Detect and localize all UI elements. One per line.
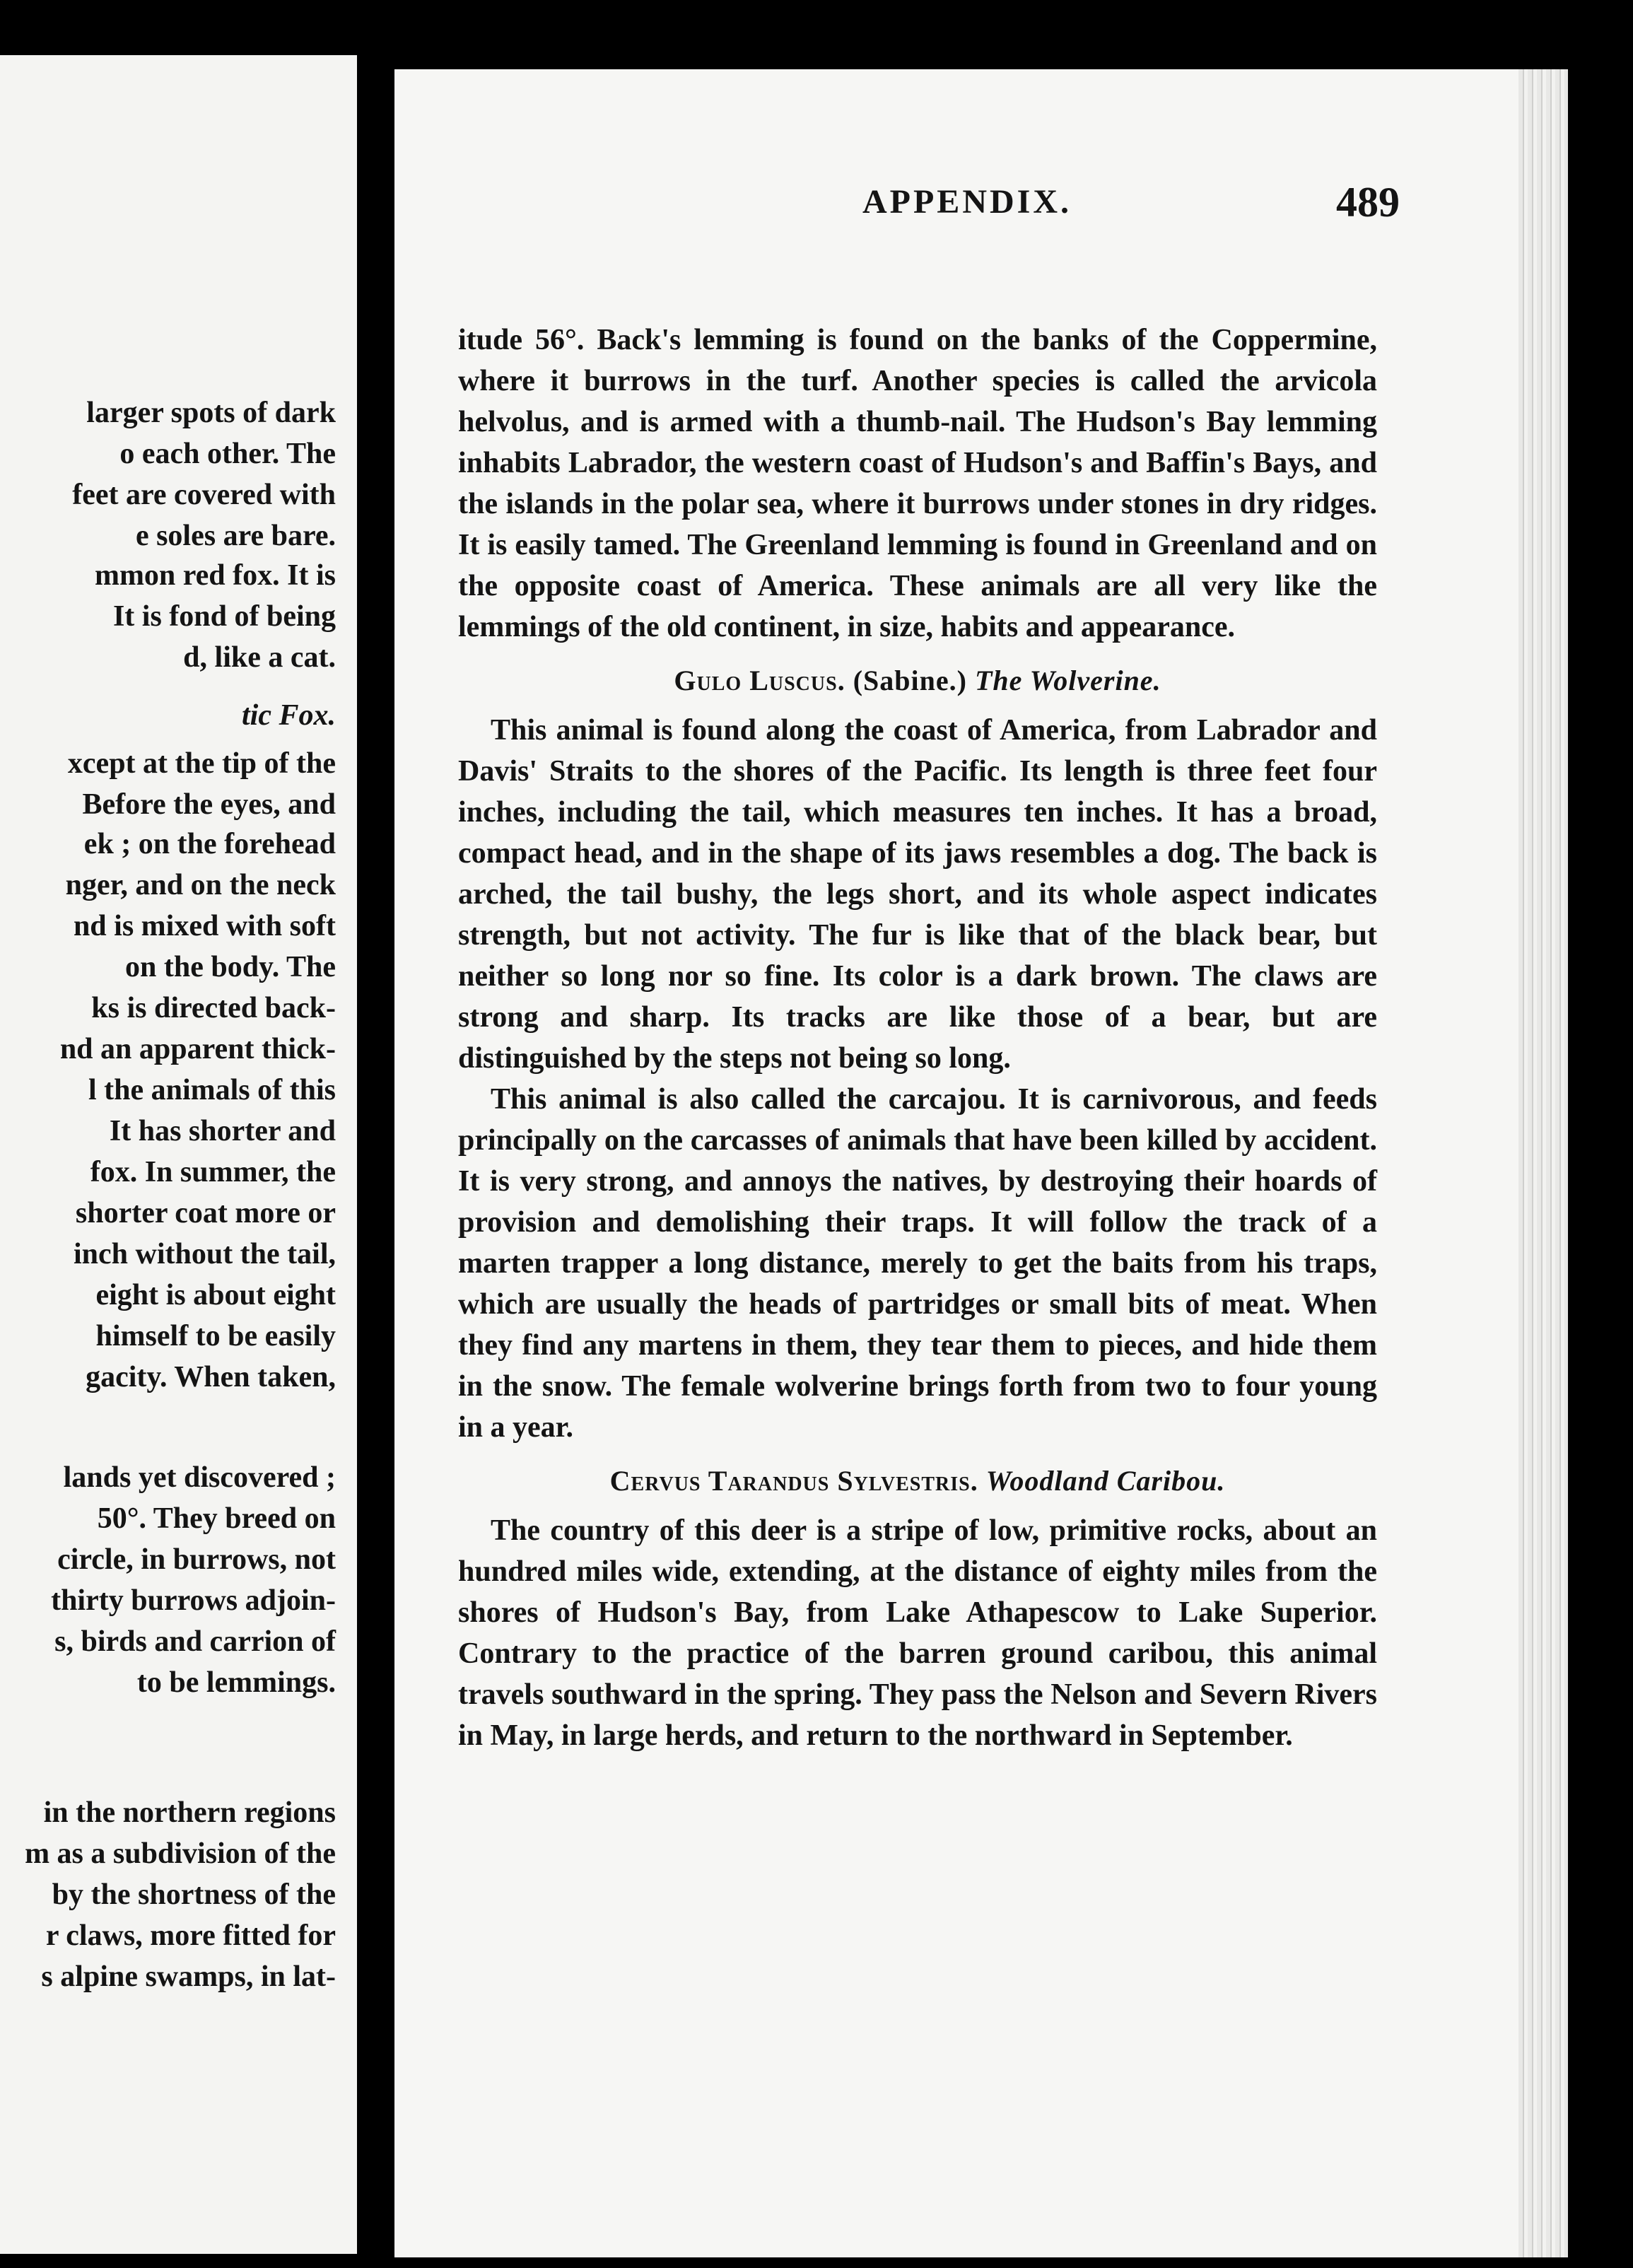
paragraph-wolverine-description: This animal is found along the coast of America, from Labrador and Davis' Straits to the shores of the Pacific. Its length is three feet four inches, including the tail, which measures ten inches. It has a broad, compact head, and in the shape of its jaws resembles a dog. The back is arched, the tail bushy, the legs short, and its whole aspect indicates strength, but not activity. The fur is like that of the black bear, but neither so long nor so fine. Its color is a dark brown. The claws are strong and sharp. Its tracks are like those of a bear, but are distinguished by the steps not being so long.: [458, 714, 1377, 1075]
left-page-line: to be lemmings.: [136, 1666, 336, 1699]
heading-caribou-latin: Cervus Tarandus Sylvestris.: [609, 1465, 978, 1497]
heading-wolverine: [458, 660, 1377, 701]
left-page-line: thirty burrows adjoin-: [51, 1584, 336, 1617]
left-page-line: o each other. The: [119, 438, 336, 470]
left-page-line: fox. In summer, the: [90, 1156, 336, 1188]
left-page-line: feet are covered with: [72, 479, 336, 511]
heading-wolverine-common: The Wolverine.: [974, 665, 1161, 696]
left-page: [0, 55, 357, 2254]
left-page-line: It is fond of being: [112, 600, 336, 633]
left-page-line: 50°. They breed on: [97, 1502, 336, 1535]
left-page-line: eight is about eight: [95, 1279, 336, 1311]
heading-caribou: [458, 1461, 1377, 1502]
left-page-line: inch without the tail,: [73, 1238, 336, 1270]
left-page-line: s alpine swamps, in lat-: [41, 1960, 336, 1993]
running-head: [467, 179, 1400, 246]
left-page-line: shorter coat more or: [75, 1197, 336, 1229]
paragraph-caribou: The country of this deer is a stripe of low, primitive rocks, about an hundred miles wide, extending, at the distance of eighty miles from the shores of Hudson's Bay, from Lake Athapescow to Lake Superior. Contrary to the practice of the barren ground caribou, this animal travels southward in the spring. They pass the Nelson and Severn Rivers in May, in large herds, and return to the northward in September.: [458, 1514, 1377, 1752]
left-page-line: by the shortness of the: [52, 1878, 336, 1911]
left-page-line: e soles are bare.: [135, 520, 336, 552]
right-page-text: [458, 320, 1377, 1756]
left-page-text: [0, 55, 357, 2254]
left-page-line: Before the eyes, and: [82, 788, 336, 821]
left-page-line: ek ; on the forehead: [83, 828, 336, 860]
heading-caribou-common: Woodland Caribou.: [985, 1465, 1226, 1497]
page-edge: [1518, 69, 1568, 2257]
left-page-line: mmon red fox. It is: [94, 559, 336, 592]
left-page-line: d, like a cat.: [183, 641, 336, 674]
left-page-line: himself to be easily: [95, 1320, 336, 1352]
left-page-line: gacity. When taken,: [86, 1361, 336, 1393]
page-number: 489: [1336, 179, 1400, 226]
left-page-line: nd is mixed with soft: [73, 910, 336, 942]
left-page-line: l the animals of this: [88, 1074, 336, 1106]
paragraph-wolverine-habits: This animal is also called the carcajou. It is carnivorous, and feeds principally on the carcasses of animals that have been killed by accident. It is very strong, and annoys the natives, by destroying their hoards of provision and demolishing their traps. It will follow the track of a marten trapper a long distance, merely to get the baits from his traps, which are usually the heads of partridges or small bits of meat. When they find any martens in them, they tear them to pieces, and hide them in the snow. The female wolverine brings forth from two to four young in a year.: [458, 1083, 1377, 1444]
left-page-line: on the body. The: [125, 951, 336, 983]
left-page-line: m as a subdivision of the: [25, 1837, 336, 1870]
left-page-line: nger, and on the neck: [65, 869, 336, 901]
paragraph-lemmings: itude 56°. Back's lemming is found on the banks of the Coppermine, where it burrows in the turf. Another species is called the arvicola helvolus, and is armed with a thumb-nail. The Hudson's Bay lemming inhabits Labrador, the western coast of Hudson's and Baffin's Bays, and the islands in the polar sea, where it burrows under stones in dry ridges. It is easily tamed. The Greenland lemming is found in Greenland and on the opposite coast of America. These animals are all very like the lemmings of the old continent, in size, habits and appearance.: [458, 324, 1377, 643]
left-page-line: s, birds and carrion of: [54, 1625, 336, 1658]
heading-wolverine-latin: Gulo Luscus.: [674, 665, 845, 696]
left-page-line: tic Fox.: [242, 699, 336, 732]
left-page-line: ks is directed back-: [91, 992, 336, 1024]
left-page-line: It has shorter and: [109, 1115, 336, 1147]
left-page-line: lands yet discovered ;: [63, 1461, 336, 1494]
left-page-line: nd an apparent thick-: [59, 1033, 336, 1065]
left-page-line: circle, in burrows, not: [57, 1543, 336, 1576]
running-title: APPENDIX.: [862, 183, 1072, 221]
left-page-line: in the northern regions: [43, 1796, 336, 1829]
left-page-line: xcept at the tip of the: [67, 747, 336, 780]
left-page-line: r claws, more fitted for: [45, 1919, 336, 1952]
heading-wolverine-authority: (Sabine.): [853, 665, 967, 696]
left-page-line: larger spots of dark: [86, 397, 336, 429]
